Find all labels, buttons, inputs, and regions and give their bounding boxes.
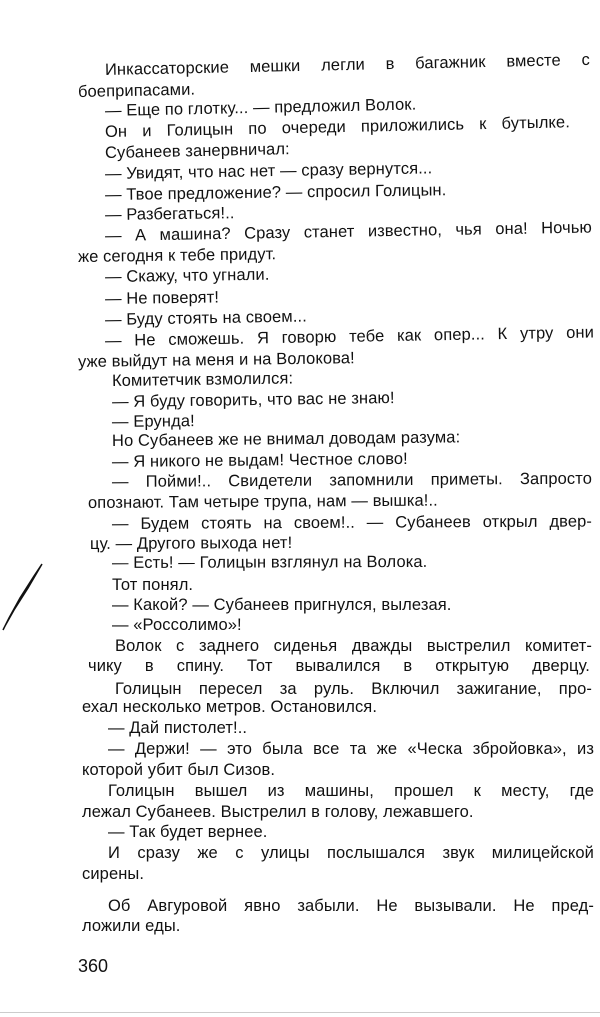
text-line: — Буду стоять на своем... bbox=[104, 307, 307, 329]
text-line: Голицын вышел из машины, прошел к месту, где bbox=[108, 782, 594, 800]
text-line: Волок с заднего сиденья дважды выстрелил комитет- bbox=[115, 637, 592, 655]
text-line: цу. — Другого выхода нет! bbox=[89, 533, 293, 553]
text-line: же сегодня к тебе придут. bbox=[77, 245, 277, 266]
text-line: Инкассаторские мешки легли в багажник вместе с bbox=[104, 50, 591, 79]
text-line: Об Авгуровой явно забыли. Не вызывали. Не пред- bbox=[108, 897, 594, 915]
text-line: — Будем стоять на своем!.. — Субанеев открыл двер- bbox=[111, 512, 593, 533]
text-line: — Ерунда! bbox=[111, 412, 195, 431]
text-line: — Так будет вернее. bbox=[108, 823, 268, 841]
text-line: Комитетчик взмолился: bbox=[111, 369, 294, 390]
text-line: Он и Голицын по очереди приложились к бутылке. bbox=[104, 113, 571, 141]
text-line: лежал Субанеев. Выстрелил в голову, лежавшего. bbox=[82, 803, 474, 821]
text-line: — Я буду говорить, что вас не знаю! bbox=[111, 389, 395, 411]
text-line: — А машина? Сразу станет известно, чья она! Ночью bbox=[104, 218, 593, 245]
text-line: И сразу же с улицы послышался звук милицейской bbox=[108, 844, 594, 862]
text-line: — Разбегаться!.. bbox=[104, 204, 235, 224]
pen-mark-scribble bbox=[0, 560, 50, 635]
text-line: — Скажу, что угнали. bbox=[104, 265, 270, 286]
text-line: — Есть! — Голицын взглянул на Волока. bbox=[111, 552, 428, 572]
text-line: — Дай пистолет!.. bbox=[108, 719, 248, 737]
text-line: — Не поверят! bbox=[104, 288, 220, 308]
text-line: боеприпасами. bbox=[77, 80, 196, 101]
text-line: — Увидят, что нас нет — сразу вернутся... bbox=[104, 159, 433, 183]
text-line: — Не сможешь. Я говорю тебе как опер... К утру они bbox=[104, 323, 595, 350]
text-line: чику в спину. Тот вывалился в открытую дверцу. bbox=[88, 657, 590, 675]
text-line: ехал несколько метров. Остановился. bbox=[82, 698, 378, 716]
text-line: Но Субанеев же не внимал доводам разума: bbox=[111, 428, 461, 450]
text-line: уже выйдут на меня и на Волокова! bbox=[77, 349, 355, 371]
text-line: которой убит был Сизов. bbox=[82, 761, 276, 779]
text-line: Субанеев занервничал: bbox=[104, 140, 290, 162]
text-line: — Твое предложение? — спросил Голицын. bbox=[104, 181, 447, 204]
text-line: — Я никого не выдам! Честное слово! bbox=[111, 449, 408, 471]
text-line: опознают. Там четыре трупа, нам — вышка!.. bbox=[87, 491, 438, 512]
text-line: ложили еды. bbox=[82, 917, 181, 935]
text-line: — Пойми!.. Свидетели запомнили приметы. Запросто bbox=[111, 469, 593, 491]
text-line: — «Россолимо»! bbox=[112, 616, 242, 634]
text-line: Тот понял. bbox=[112, 576, 194, 594]
text-line: Голицын пересел за руль. Включил зажигание, про- bbox=[115, 680, 592, 698]
text-line: — Еще по глотку... — предложил Волок. bbox=[104, 95, 417, 120]
text-line: сирены. bbox=[82, 865, 145, 883]
bottom-edge-line bbox=[0, 1012, 600, 1013]
page-number: 360 bbox=[78, 956, 109, 976]
text-line: — Какой? — Субанеев пригнулся, вылезая. bbox=[112, 596, 452, 614]
text-line: — Держи! — это была все та же «Ческа збройовка», из bbox=[108, 740, 594, 758]
